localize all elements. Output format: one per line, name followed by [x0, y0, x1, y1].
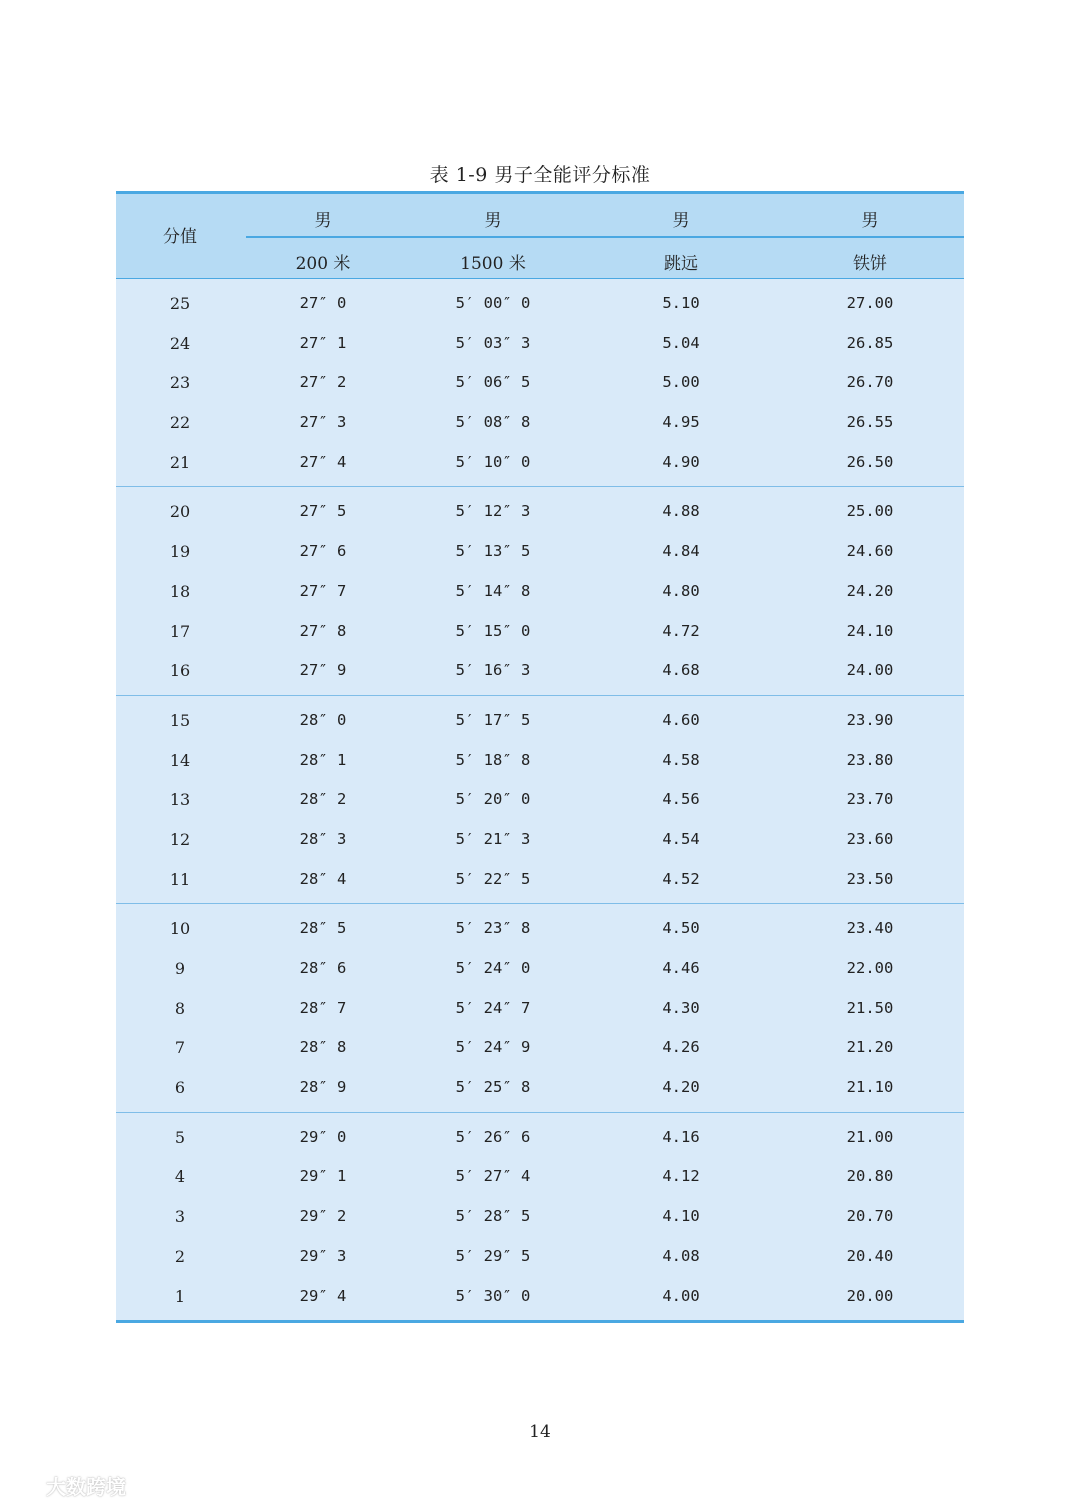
table-row — [116, 532, 964, 572]
cell-time-200m: 28″ 2 — [299, 790, 347, 809]
header-event-200m: 200 米 — [295, 254, 351, 274]
cell-score: 17 — [169, 621, 191, 641]
cell-time-200m: 29″ 3 — [299, 1246, 347, 1265]
cell-score: 21 — [169, 452, 191, 472]
brand-logo-icon — [8, 1475, 42, 1497]
table-row — [116, 1028, 964, 1068]
cell-time-1500m: 5′ 29″ 5 — [455, 1246, 531, 1265]
cell-time-200m: 28″ 6 — [299, 959, 347, 977]
row-group — [116, 696, 964, 904]
cell-time-200m: 28″ 8 — [299, 1038, 347, 1057]
cell-time-1500m: 5′ 24″ 9 — [455, 1038, 531, 1057]
cell-score: 18 — [169, 581, 191, 601]
cell-discus: 23.90 — [846, 710, 894, 729]
cell-time-1500m: 5′ 27″ 4 — [455, 1167, 531, 1186]
cell-time-200m: 29″ 1 — [299, 1167, 347, 1186]
cell-discus: 21.20 — [846, 1038, 894, 1057]
cell-score: 19 — [169, 542, 191, 562]
cell-time-200m: 27″ 2 — [299, 373, 347, 392]
cell-time-1500m: 5′ 16″ 3 — [455, 661, 531, 680]
table-row — [116, 324, 964, 364]
row-group — [116, 279, 964, 487]
table-row — [116, 820, 964, 860]
cell-long-jump: 4.16 — [662, 1127, 700, 1146]
cell-long-jump: 4.08 — [662, 1246, 700, 1265]
cell-long-jump: 4.80 — [662, 581, 700, 600]
cell-score: 1 — [174, 1286, 186, 1306]
table-row — [116, 284, 964, 324]
table-row — [116, 363, 964, 403]
table-row — [116, 443, 964, 483]
cell-time-1500m: 5′ 24″ 0 — [455, 959, 531, 977]
cell-score: 7 — [174, 1038, 186, 1058]
header-divider — [246, 236, 964, 238]
cell-discus: 23.80 — [846, 750, 894, 769]
cell-score: 6 — [174, 1078, 186, 1098]
cell-score: 11 — [169, 869, 191, 889]
table-row — [116, 949, 964, 989]
table-row — [116, 780, 964, 820]
cell-score: 20 — [169, 502, 191, 522]
cell-long-jump: 4.68 — [662, 661, 700, 680]
cell-time-200m: 27″ 0 — [299, 294, 347, 312]
cell-time-200m: 27″ 9 — [299, 661, 347, 680]
cell-score: 3 — [174, 1207, 186, 1227]
cell-score: 13 — [169, 790, 191, 810]
row-group — [116, 487, 964, 695]
cell-time-200m: 28″ 7 — [299, 998, 347, 1017]
table-row — [116, 572, 964, 612]
header-gender-1500m: 男 — [484, 211, 502, 231]
header-score: 分值 — [163, 227, 197, 247]
cell-discus: 23.60 — [846, 829, 894, 848]
cell-discus: 22.00 — [846, 959, 894, 977]
header-event-discus: 铁饼 — [853, 254, 887, 274]
cell-time-200m: 28″ 1 — [299, 750, 347, 769]
cell-long-jump: 5.00 — [662, 373, 700, 392]
cell-discus: 20.80 — [846, 1167, 894, 1186]
watermark-text: 大数跨境 — [46, 1475, 126, 1499]
cell-discus: 24.00 — [846, 661, 894, 680]
cell-long-jump: 5.10 — [662, 294, 700, 312]
cell-time-200m: 27″ 1 — [299, 333, 347, 352]
cell-score: 15 — [169, 710, 191, 730]
cell-time-1500m: 5′ 17″ 5 — [455, 710, 531, 729]
row-group — [116, 904, 964, 1112]
page-number: 14 — [529, 1422, 551, 1442]
cell-time-1500m: 5′ 00″ 0 — [455, 294, 531, 312]
cell-long-jump: 4.50 — [662, 919, 700, 938]
header-gender-long-jump: 男 — [672, 211, 690, 231]
cell-long-jump: 4.46 — [662, 959, 700, 977]
cell-discus: 26.50 — [846, 452, 894, 471]
cell-long-jump: 4.12 — [662, 1167, 700, 1186]
cell-score: 16 — [169, 661, 191, 681]
cell-long-jump: 4.60 — [662, 710, 700, 729]
cell-time-200m: 28″ 3 — [299, 829, 347, 848]
scoring-table — [116, 191, 964, 1323]
cell-discus: 21.50 — [846, 998, 894, 1017]
cell-score: 4 — [174, 1167, 186, 1187]
cell-discus: 24.20 — [846, 581, 894, 600]
cell-time-1500m: 5′ 20″ 0 — [455, 790, 531, 809]
table-row — [116, 403, 964, 443]
cell-time-200m: 27″ 4 — [299, 452, 347, 471]
table-row — [116, 1237, 964, 1277]
cell-time-200m: 29″ 0 — [299, 1127, 347, 1146]
cell-score: 23 — [169, 373, 191, 393]
cell-time-1500m: 5′ 28″ 5 — [455, 1207, 531, 1226]
cell-time-200m: 28″ 9 — [299, 1078, 347, 1097]
cell-time-1500m: 5′ 03″ 3 — [455, 333, 531, 352]
table-row — [116, 651, 964, 691]
header-event-1500m: 1500 米 — [460, 254, 526, 274]
cell-long-jump: 4.54 — [662, 829, 700, 848]
table-row — [116, 1157, 964, 1197]
cell-long-jump: 4.20 — [662, 1078, 700, 1097]
cell-long-jump: 4.72 — [662, 621, 700, 640]
cell-long-jump: 4.00 — [662, 1286, 700, 1305]
cell-long-jump: 4.52 — [662, 869, 700, 888]
cell-score: 9 — [174, 959, 186, 978]
table-row — [116, 612, 964, 652]
cell-score: 8 — [174, 998, 186, 1018]
cell-time-200m: 28″ 4 — [299, 869, 347, 888]
header-gender-200m: 男 — [314, 211, 332, 231]
cell-time-1500m: 5′ 21″ 3 — [455, 829, 531, 848]
cell-discus: 21.00 — [846, 1127, 894, 1146]
table-body — [116, 279, 964, 1320]
cell-discus: 25.00 — [846, 502, 894, 521]
cell-discus: 26.70 — [846, 373, 894, 392]
cell-time-1500m: 5′ 13″ 5 — [455, 542, 531, 561]
cell-long-jump: 4.84 — [662, 542, 700, 561]
cell-long-jump: 4.26 — [662, 1038, 700, 1057]
cell-time-1500m: 5′ 24″ 7 — [455, 998, 531, 1017]
cell-time-200m: 27″ 6 — [299, 542, 347, 561]
table-row — [116, 1118, 964, 1158]
cell-long-jump: 4.95 — [662, 413, 700, 432]
cell-discus: 20.00 — [846, 1286, 894, 1305]
header-event-long-jump: 跳远 — [664, 254, 698, 274]
cell-long-jump: 4.88 — [662, 502, 700, 521]
table-row — [116, 860, 964, 900]
cell-time-200m: 27″ 5 — [299, 502, 347, 521]
cell-time-1500m: 5′ 10″ 0 — [455, 452, 531, 471]
cell-long-jump: 5.04 — [662, 333, 700, 352]
cell-time-1500m: 5′ 30″ 0 — [455, 1286, 531, 1305]
table-row — [116, 1068, 964, 1108]
cell-long-jump: 4.10 — [662, 1207, 700, 1226]
cell-time-1500m: 5′ 06″ 5 — [455, 373, 531, 392]
cell-discus: 26.55 — [846, 413, 894, 432]
cell-score: 22 — [169, 413, 191, 433]
row-group — [116, 1113, 964, 1320]
cell-score: 5 — [174, 1127, 186, 1147]
cell-time-1500m: 5′ 26″ 6 — [455, 1127, 531, 1146]
cell-discus: 27.00 — [846, 294, 894, 312]
cell-discus: 23.50 — [846, 869, 894, 888]
cell-time-200m: 27″ 3 — [299, 413, 347, 432]
cell-long-jump: 4.56 — [662, 790, 700, 809]
cell-time-1500m: 5′ 18″ 8 — [455, 750, 531, 769]
cell-score: 25 — [169, 294, 191, 313]
watermark — [8, 1471, 126, 1500]
cell-time-200m: 27″ 8 — [299, 621, 347, 640]
cell-score: 12 — [169, 829, 191, 849]
cell-score: 14 — [169, 750, 191, 770]
table-row — [116, 1277, 964, 1317]
table-header — [116, 194, 964, 279]
cell-discus: 26.85 — [846, 333, 894, 352]
cell-long-jump: 4.58 — [662, 750, 700, 769]
cell-time-200m: 28″ 5 — [299, 919, 347, 938]
table-row — [116, 741, 964, 781]
cell-time-1500m: 5′ 25″ 8 — [455, 1078, 531, 1097]
cell-score: 24 — [169, 333, 191, 353]
table-row — [116, 701, 964, 741]
cell-time-1500m: 5′ 08″ 8 — [455, 413, 531, 432]
cell-discus: 20.70 — [846, 1207, 894, 1226]
cell-discus: 20.40 — [846, 1246, 894, 1265]
cell-score: 10 — [169, 919, 191, 939]
cell-discus: 24.10 — [846, 621, 894, 640]
cell-time-1500m: 5′ 23″ 8 — [455, 919, 531, 938]
cell-long-jump: 4.30 — [662, 998, 700, 1017]
cell-discus: 23.70 — [846, 790, 894, 809]
cell-time-200m: 29″ 4 — [299, 1286, 347, 1305]
cell-long-jump: 4.90 — [662, 452, 700, 471]
cell-time-1500m: 5′ 22″ 5 — [455, 869, 531, 888]
cell-time-1500m: 5′ 14″ 8 — [455, 581, 531, 600]
cell-discus: 21.10 — [846, 1078, 894, 1097]
cell-time-1500m: 5′ 12″ 3 — [455, 502, 531, 521]
header-gender-discus: 男 — [861, 211, 879, 231]
table-row — [116, 1197, 964, 1237]
table-row — [116, 909, 964, 949]
cell-score: 2 — [174, 1246, 186, 1266]
cell-discus: 23.40 — [846, 919, 894, 938]
cell-time-200m: 29″ 2 — [299, 1207, 347, 1226]
table-caption: 表 1-9 男子全能评分标准 — [429, 164, 651, 186]
table-row — [116, 492, 964, 532]
cell-time-1500m: 5′ 15″ 0 — [455, 621, 531, 640]
cell-discus: 24.60 — [846, 542, 894, 561]
cell-time-200m: 27″ 7 — [299, 581, 347, 600]
table-row — [116, 989, 964, 1029]
cell-time-200m: 28″ 0 — [299, 710, 347, 729]
